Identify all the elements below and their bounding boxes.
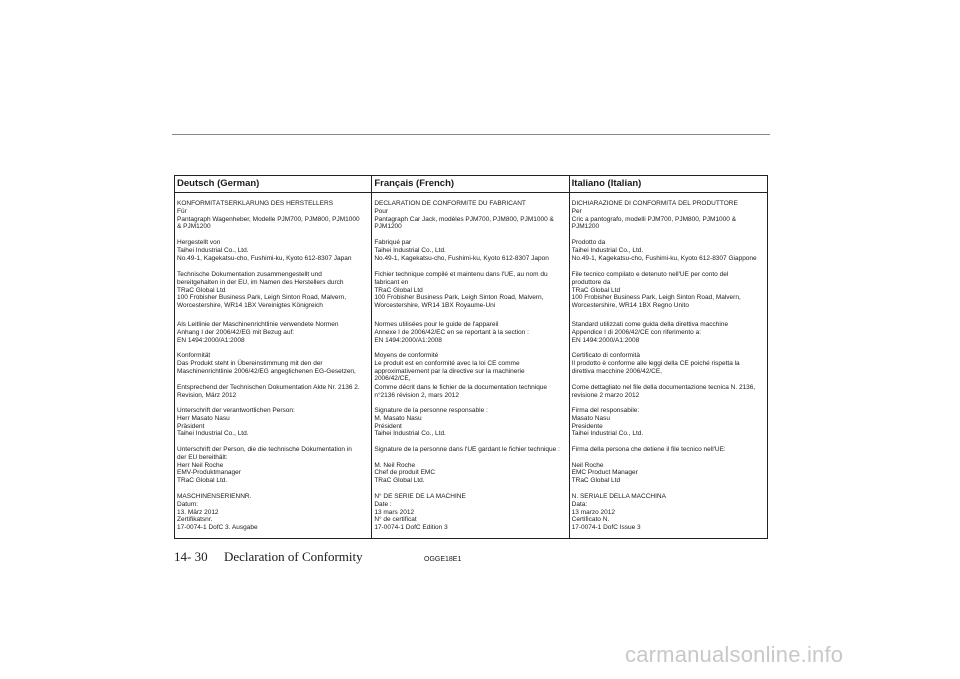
- section-block: [572, 493, 765, 532]
- text-line: Normes utilisées pour le guide de l'appareil: [374, 321, 499, 328]
- section-block: [572, 200, 765, 231]
- page-number: 14- 30: [174, 549, 208, 564]
- text-line: Firma del responsabile:: [571, 407, 640, 414]
- text-line: Pantagraph Car Jack, modèles PJM700, PJM800, PJM1000 &: [374, 215, 554, 223]
- text-line: 100 Frobisher Business Park, Leigh Sinton Road, Malvern,: [177, 294, 347, 302]
- text-line: produttore da: [571, 278, 611, 286]
- text-line: Worcestershire, WR14 1BX Vereinigtes Königreich: [177, 302, 323, 310]
- text-line: 2006/42/CE,: [374, 375, 411, 383]
- text-line: & PJM1200: [177, 223, 211, 231]
- text-line: Unterschrift der Person, die die technische Dokumentation in: [177, 446, 352, 453]
- text-line: fabricant en: [374, 278, 409, 286]
- section-block: [177, 271, 369, 310]
- text-line: Taihei Industrial Co., Ltd.: [374, 430, 446, 438]
- text-line: M. Masato Nasu: [374, 414, 422, 422]
- text-line: [572, 454, 765, 462]
- section-block: [177, 321, 369, 344]
- text-line: EMV-Produktmanager: [177, 469, 241, 477]
- text-line: direttiva macchine 2006/42/CE,: [571, 367, 662, 375]
- section-block: [572, 384, 765, 400]
- text-line: N° de certificat: [374, 516, 417, 524]
- text-line: Neil Roche: [571, 461, 604, 469]
- text-line: der EU bereithält:: [177, 453, 228, 461]
- text-line: 13 marzo 2012: [571, 508, 616, 516]
- text-line: Maschinenrichtlinie 2006/42/EG angeglichenen EG-Gesetzen,: [177, 367, 356, 375]
- text-line: Signature de la personne dans l'UE gardant le fichier technique :: [374, 446, 560, 453]
- text-line: EN 1494:2000/A1:2008: [374, 336, 442, 344]
- text-line: 13. März 2012: [177, 508, 219, 516]
- text-line: EN 1494:2000/A1:2008: [177, 336, 245, 344]
- text-line: PJM1200: [374, 223, 402, 231]
- section-block: [177, 352, 369, 375]
- section-block: [572, 407, 765, 438]
- text-line: Il prodotto è conforme alle leggi della CE poiché rispetta la: [571, 359, 740, 367]
- text-line: Taihei Industrial Co., Ltd.: [374, 246, 446, 254]
- text-line: TRaC Global Ltd: [177, 286, 226, 294]
- text-line: Worcestershire, WR14 1BX Regno Unito: [571, 302, 689, 310]
- text-line: N. SERIALE DELLA MACCHINA: [571, 493, 666, 500]
- section-block: [572, 271, 765, 310]
- text-line: Moyens de conformité: [374, 352, 439, 359]
- section-block: [374, 384, 566, 400]
- text-line: Le produit est en conformité avec la loi CE comme: [374, 359, 520, 367]
- text-line: No.49-1, Kagekatsu-cho, Fushimi-ku, Kyoto 612-8307 Japon: [374, 254, 549, 262]
- text-line: Per: [571, 207, 582, 215]
- text-line: N° DE SERIE DE LA MACHINE: [374, 493, 466, 500]
- column-italian: [570, 176, 767, 538]
- section-block: [572, 446, 765, 485]
- text-line: M. Neil Roche: [374, 461, 416, 469]
- text-line: Taihei Industrial Co., Ltd.: [571, 430, 644, 438]
- text-line: Herr Neil Roche: [177, 461, 224, 469]
- text-line: DECLARATION DE CONFORMITE DU FABRICANT: [374, 200, 526, 207]
- text-line: Cric a pantografo, modelli PJM700, PJM800, PJM1000 &: [571, 215, 737, 223]
- text-line: Technische Dokumentation zusammengestellt und: [177, 271, 322, 278]
- section-block: [177, 446, 369, 485]
- text-line: Als Leitlinie der Maschinenrichtlinie verwendete Normen: [177, 321, 339, 328]
- column-header: Français (French): [372, 176, 568, 193]
- text-line: Revision, März 2012: [177, 391, 237, 399]
- text-line: 17-0074-1 DofC Edition 3: [374, 524, 448, 532]
- text-line: Datum:: [177, 500, 198, 508]
- text-line: File tecnico compilato e detenuto nell'UE per conto del: [571, 271, 729, 278]
- text-line: TRaC Global Ltd.: [177, 477, 228, 485]
- text-line: EN 1494:2000/A1:2008: [571, 336, 640, 344]
- text-line: Firma della persona che detiene il file tecnico nell'UE:: [571, 446, 726, 453]
- text-line: Fichier technique compilé et maintenu dans l'UE, au nom du: [374, 271, 548, 278]
- text-line: Data:: [571, 500, 588, 508]
- text-line: Comme décrit dans le fichier de la documentation technique: [374, 384, 548, 391]
- text-line: [374, 454, 566, 462]
- text-line: Zertifikatsnr.: [177, 516, 213, 524]
- text-line: Worcestershire, WR14 1BX Royaume-Uni: [374, 302, 496, 310]
- document-code: OGGE18E1: [424, 556, 462, 563]
- text-line: Herr Masato Nasu: [177, 414, 230, 422]
- text-line: bereitgehalten in der EU, im Namen des Herstellers durch: [177, 278, 344, 286]
- text-line: Come dettagliato nel file della documentazione tecnica N. 2136,: [571, 384, 756, 391]
- section-block: [374, 493, 566, 532]
- text-line: DICHIARAZIONE DI CONFORMITÀ DEL PRODUTTORE: [571, 200, 738, 207]
- text-line: Das Produkt steht in Übereinstimmung mit den der: [177, 359, 323, 367]
- text-line: Masato Nasu: [571, 414, 610, 422]
- text-line: Date :: [374, 500, 392, 508]
- text-line: Appendice I di 2006/42/CE con riferimento a:: [571, 328, 702, 336]
- text-line: Anhang I der 2006/42/EG mit Bezug auf:: [177, 328, 295, 336]
- text-line: Taihei Industrial Co., Ltd.: [177, 430, 249, 438]
- text-line: Chef de produit EMC: [374, 469, 436, 477]
- section-block: [572, 239, 765, 262]
- section-block: [572, 321, 765, 344]
- text-line: Prodotto da: [571, 239, 606, 246]
- section-block: [177, 200, 369, 231]
- section-block: [374, 352, 566, 383]
- text-line: No.49-1, Kagekatsu-cho, Fushimi-ku, Kyoto 612-8307 Giappone: [571, 254, 757, 262]
- text-line: Konformität: [177, 352, 211, 359]
- text-line: PJM1200: [571, 223, 600, 231]
- section-block: [177, 384, 369, 400]
- text-line: Taihei Industrial Co., Ltd.: [177, 246, 249, 254]
- text-line: Entsprechend der Technischen Dokumentation Akte Nr. 2136 2.: [177, 384, 360, 391]
- text-line: Taihei Industrial Co., Ltd.: [571, 246, 644, 254]
- declaration-table: [174, 175, 768, 539]
- text-line: revisione 2 marzo 2012: [571, 391, 640, 399]
- text-line: approximativement par la directive sur la machinerie: [374, 367, 525, 375]
- column-french: [372, 176, 569, 538]
- text-line: No.49-1, Kagekatsu-cho, Fushimi-ku, Kyoto 612-8307 Japan: [177, 254, 352, 262]
- section-block: [374, 321, 566, 344]
- text-line: 17-0074-1 DofC Issue 3: [571, 524, 641, 532]
- text-line: Unterschrift der verantwortlichen Person:: [177, 407, 295, 414]
- text-line: TRaC Global Ltd: [374, 286, 423, 294]
- text-line: Pantagraph Wagenheber, Modelle PJM700, PJM800, PJM1000: [177, 215, 360, 223]
- text-line: Presidente: [571, 422, 603, 430]
- text-line: 100 Frobisher Business Park, Leigh Sinton Road, Malvern,: [374, 294, 544, 302]
- section-block: [374, 407, 566, 438]
- section-block: [374, 446, 566, 485]
- section-block: [572, 352, 765, 375]
- text-line: Signature de la personne responsable :: [374, 407, 488, 414]
- text-line: 100 Frobisher Business Park, Leigh Sinton Road, Malvern,: [571, 294, 741, 302]
- column-header: Italiano (Italian): [570, 176, 767, 193]
- section-block: [177, 493, 369, 532]
- text-line: 17-0074-1 DofC 3. Ausgabe: [177, 524, 258, 532]
- section-block: [374, 239, 566, 262]
- column-header: Deutsch (German): [175, 176, 371, 193]
- section-block: [177, 407, 369, 438]
- text-line: TRaC Global Ltd: [571, 477, 621, 485]
- text-line: TRaC Global Ltd.: [374, 477, 425, 485]
- text-line: Certificato di conformità: [571, 352, 640, 359]
- section-block: [374, 271, 566, 310]
- text-line: n°2136 révision 2, mars 2012: [374, 391, 459, 399]
- page-title: Declaration of Conformity: [224, 549, 363, 564]
- text-line: EMC Product Manager: [571, 469, 638, 477]
- text-line: Präsident: [177, 422, 205, 430]
- text-line: TRaC Global Ltd: [571, 286, 621, 294]
- watermark: carmanualsonline.info: [625, 642, 844, 667]
- text-line: Président: [374, 422, 402, 430]
- column-german: [175, 176, 372, 538]
- text-line: Certificato N.: [571, 516, 610, 524]
- text-line: Standard utilizzati come guida della direttiva macchine: [571, 321, 729, 328]
- text-line: Für: [177, 207, 187, 215]
- section-block: [374, 200, 566, 231]
- text-line: Hergestellt von: [177, 239, 221, 246]
- section-block: [177, 239, 369, 262]
- text-line: Fabriqué par: [374, 239, 412, 246]
- text-line: 13 mars 2012: [374, 508, 415, 516]
- text-line: MASCHINENSERIENNR.: [177, 493, 252, 500]
- text-line: Annexe I de 2006/42/EC en se reportant à la section :: [374, 328, 529, 336]
- text-line: Pour: [374, 207, 389, 215]
- header-rule: [172, 134, 770, 135]
- text-line: KONFORMITÄTSERKLÄRUNG DES HERSTELLERS: [177, 200, 334, 207]
